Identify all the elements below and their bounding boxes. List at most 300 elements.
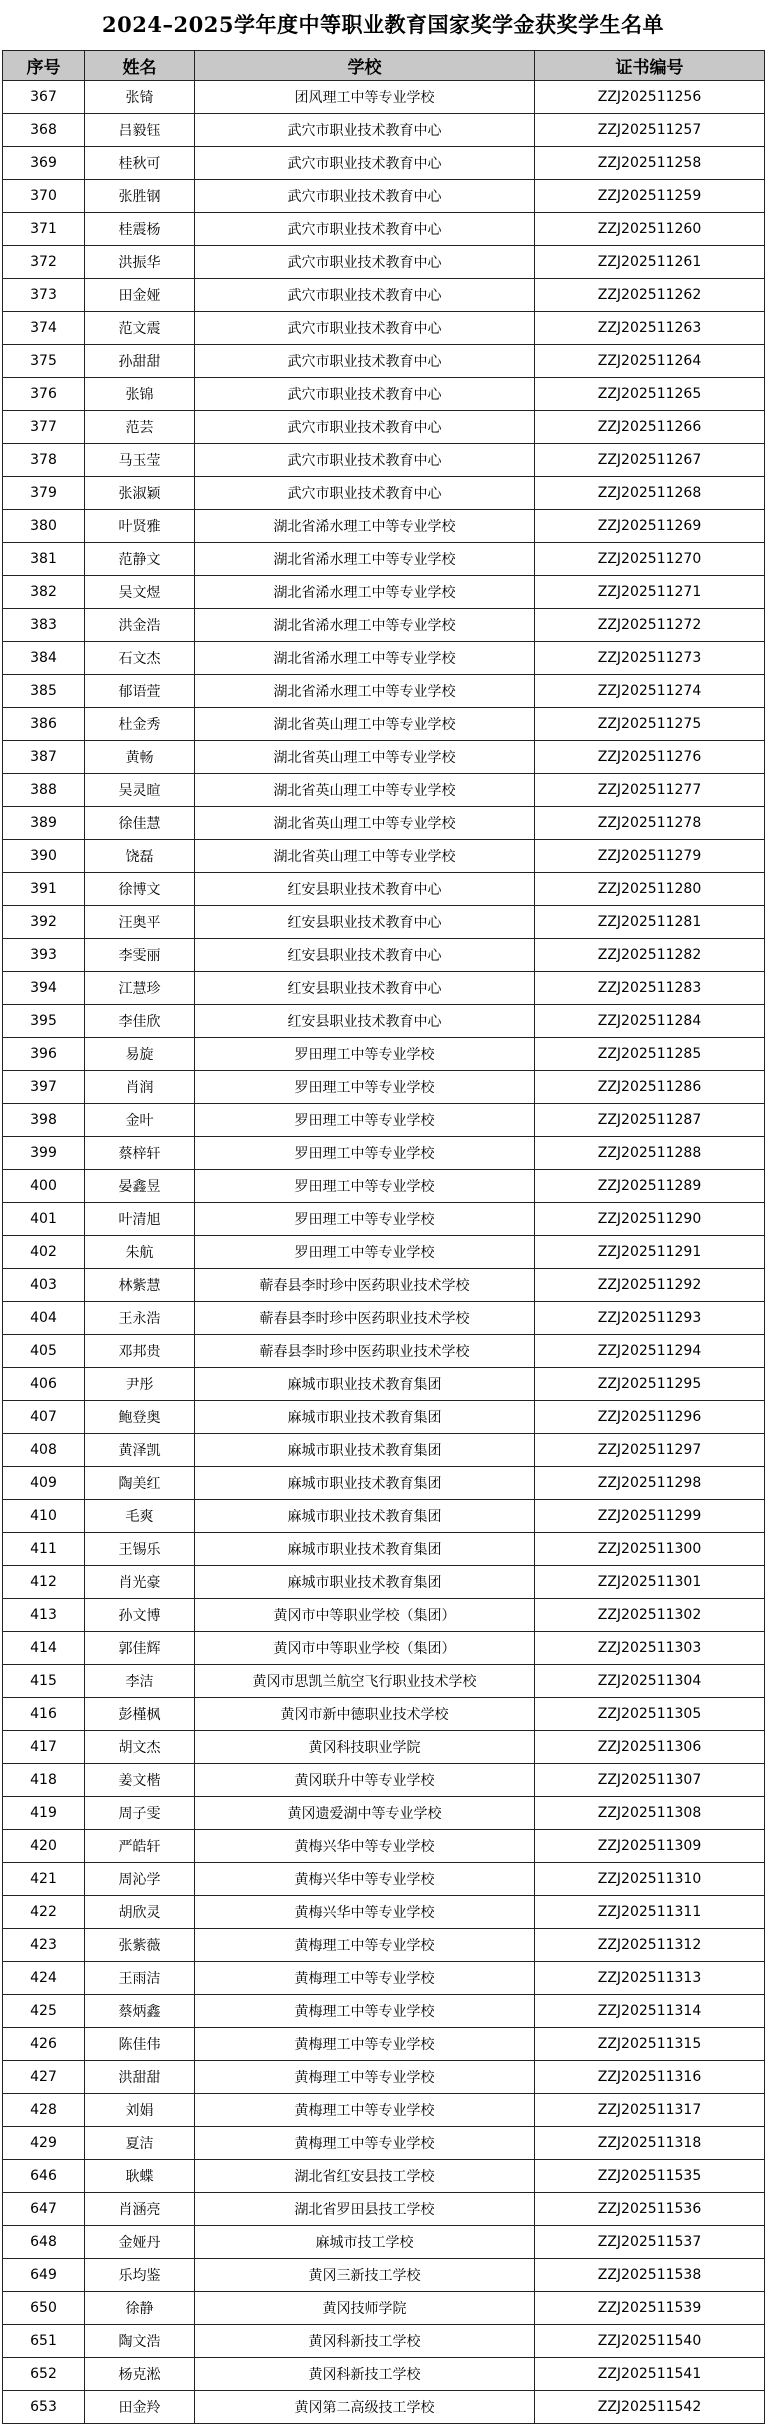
cell-name: 李洁	[85, 1665, 195, 1698]
cell-name: 李佳欣	[85, 1005, 195, 1038]
cell-name: 黄泽凯	[85, 1434, 195, 1467]
cell-serial-number: 394	[3, 972, 85, 1005]
table-row	[3, 1500, 765, 1533]
cell-name: 彭槿枫	[85, 1698, 195, 1731]
cell-name: 朱航	[85, 1236, 195, 1269]
cell-certificate-number: ZZJ202511317	[535, 2094, 765, 2127]
cell-school: 麻城市职业技术教育集团	[195, 1500, 535, 1533]
cell-school: 湖北省英山理工中等专业学校	[195, 741, 535, 774]
table-row	[3, 1038, 765, 1071]
cell-school: 湖北省罗田县技工学校	[195, 2193, 535, 2226]
cell-certificate-number: ZZJ202511315	[535, 2028, 765, 2061]
table-row	[3, 609, 765, 642]
cell-name: 田金娅	[85, 279, 195, 312]
cell-serial-number: 647	[3, 2193, 85, 2226]
cell-name: 肖润	[85, 1071, 195, 1104]
cell-certificate-number: ZZJ202511540	[535, 2325, 765, 2358]
cell-name: 杜金秀	[85, 708, 195, 741]
table-row	[3, 807, 765, 840]
cell-certificate-number: ZZJ202511278	[535, 807, 765, 840]
cell-school: 罗田理工中等专业学校	[195, 1137, 535, 1170]
cell-name: 郁语萱	[85, 675, 195, 708]
cell-school: 湖北省浠水理工中等专业学校	[195, 642, 535, 675]
cell-school: 黄冈科新技工学校	[195, 2358, 535, 2391]
table-row	[3, 2094, 765, 2127]
cell-serial-number: 417	[3, 1731, 85, 1764]
cell-name: 陶美红	[85, 1467, 195, 1500]
cell-serial-number: 422	[3, 1896, 85, 1929]
cell-certificate-number: ZZJ202511309	[535, 1830, 765, 1863]
cell-serial-number: 379	[3, 477, 85, 510]
cell-name: 陶文浩	[85, 2325, 195, 2358]
cell-name: 张紫薇	[85, 1929, 195, 1962]
cell-certificate-number: ZZJ202511316	[535, 2061, 765, 2094]
table-row	[3, 411, 765, 444]
cell-serial-number: 397	[3, 1071, 85, 1104]
table-row	[3, 873, 765, 906]
cell-name: 林紫慧	[85, 1269, 195, 1302]
cell-school: 红安县职业技术教育中心	[195, 972, 535, 1005]
cell-certificate-number: ZZJ202511258	[535, 147, 765, 180]
table-row	[3, 1665, 765, 1698]
cell-certificate-number: ZZJ202511286	[535, 1071, 765, 1104]
table-row	[3, 477, 765, 510]
cell-serial-number: 427	[3, 2061, 85, 2094]
cell-name: 夏洁	[85, 2127, 195, 2160]
cell-school: 红安县职业技术教育中心	[195, 906, 535, 939]
cell-certificate-number: ZZJ202511536	[535, 2193, 765, 2226]
cell-name: 耿蝶	[85, 2160, 195, 2193]
cell-school: 黄梅理工中等专业学校	[195, 2094, 535, 2127]
cell-serial-number: 423	[3, 1929, 85, 1962]
cell-school: 黄梅兴华中等专业学校	[195, 1863, 535, 1896]
cell-name: 张胜钢	[85, 180, 195, 213]
cell-serial-number: 418	[3, 1764, 85, 1797]
cell-serial-number: 380	[3, 510, 85, 543]
table-row	[3, 642, 765, 675]
cell-name: 王锡乐	[85, 1533, 195, 1566]
table-header	[3, 51, 765, 81]
cell-serial-number: 405	[3, 1335, 85, 1368]
cell-name: 王雨洁	[85, 1962, 195, 1995]
table-row	[3, 180, 765, 213]
cell-certificate-number: ZZJ202511265	[535, 378, 765, 411]
cell-school: 武穴市职业技术教育中心	[195, 378, 535, 411]
table-row	[3, 1764, 765, 1797]
cell-name: 洪甜甜	[85, 2061, 195, 2094]
cell-serial-number: 402	[3, 1236, 85, 1269]
cell-name: 乐均鉴	[85, 2259, 195, 2292]
cell-name: 李雯丽	[85, 939, 195, 972]
cell-school: 罗田理工中等专业学校	[195, 1071, 535, 1104]
table-row	[3, 906, 765, 939]
cell-school: 麻城市职业技术教育集团	[195, 1566, 535, 1599]
cell-serial-number: 409	[3, 1467, 85, 1500]
cell-certificate-number: ZZJ202511280	[535, 873, 765, 906]
cell-name: 蔡炳鑫	[85, 1995, 195, 2028]
table-row	[3, 1698, 765, 1731]
cell-name: 刘娟	[85, 2094, 195, 2127]
cell-name: 易旋	[85, 1038, 195, 1071]
table-row	[3, 2292, 765, 2325]
table-row	[3, 1170, 765, 1203]
table-row	[3, 1995, 765, 2028]
cell-school: 蕲春县李时珍中医药职业技术学校	[195, 1335, 535, 1368]
cell-school: 武穴市职业技术教育中心	[195, 114, 535, 147]
table-row	[3, 2259, 765, 2292]
cell-serial-number: 649	[3, 2259, 85, 2292]
cell-name: 鲍登奥	[85, 1401, 195, 1434]
cell-certificate-number: ZZJ202511267	[535, 444, 765, 477]
cell-certificate-number: ZZJ202511304	[535, 1665, 765, 1698]
cell-name: 范文震	[85, 312, 195, 345]
cell-serial-number: 429	[3, 2127, 85, 2160]
cell-school: 湖北省浠水理工中等专业学校	[195, 576, 535, 609]
cell-school: 湖北省英山理工中等专业学校	[195, 840, 535, 873]
table-row	[3, 279, 765, 312]
table-row	[3, 2061, 765, 2094]
cell-name: 吴文煜	[85, 576, 195, 609]
cell-serial-number: 385	[3, 675, 85, 708]
cell-name: 金娅丹	[85, 2226, 195, 2259]
cell-name: 田金羚	[85, 2391, 195, 2424]
cell-certificate-number: ZZJ202511270	[535, 543, 765, 576]
cell-school: 湖北省英山理工中等专业学校	[195, 708, 535, 741]
table-row	[3, 1137, 765, 1170]
header-school: 学校	[195, 51, 535, 81]
cell-certificate-number: ZZJ202511537	[535, 2226, 765, 2259]
cell-school: 黄梅兴华中等专业学校	[195, 1896, 535, 1929]
table-row	[3, 114, 765, 147]
cell-certificate-number: ZZJ202511269	[535, 510, 765, 543]
cell-name: 吕毅钰	[85, 114, 195, 147]
cell-serial-number: 652	[3, 2358, 85, 2391]
cell-school: 湖北省浠水理工中等专业学校	[195, 609, 535, 642]
table-row	[3, 312, 765, 345]
cell-name: 洪金浩	[85, 609, 195, 642]
cell-name: 叶贤雅	[85, 510, 195, 543]
cell-school: 罗田理工中等专业学校	[195, 1236, 535, 1269]
table-row	[3, 1863, 765, 1896]
cell-certificate-number: ZZJ202511539	[535, 2292, 765, 2325]
cell-certificate-number: ZZJ202511277	[535, 774, 765, 807]
cell-school: 蕲春县李时珍中医药职业技术学校	[195, 1269, 535, 1302]
cell-name: 黄畅	[85, 741, 195, 774]
table-row	[3, 2391, 765, 2424]
cell-serial-number: 420	[3, 1830, 85, 1863]
cell-serial-number: 378	[3, 444, 85, 477]
cell-serial-number: 376	[3, 378, 85, 411]
cell-certificate-number: ZZJ202511288	[535, 1137, 765, 1170]
cell-certificate-number: ZZJ202511292	[535, 1269, 765, 1302]
cell-name: 徐博文	[85, 873, 195, 906]
cell-school: 武穴市职业技术教育中心	[195, 279, 535, 312]
cell-certificate-number: ZZJ202511535	[535, 2160, 765, 2193]
table-row	[3, 1335, 765, 1368]
table-row	[3, 543, 765, 576]
cell-name: 郭佳辉	[85, 1632, 195, 1665]
table-row	[3, 1434, 765, 1467]
cell-name: 洪振华	[85, 246, 195, 279]
cell-school: 麻城市职业技术教育集团	[195, 1434, 535, 1467]
cell-school: 湖北省英山理工中等专业学校	[195, 807, 535, 840]
cell-school: 蕲春县李时珍中医药职业技术学校	[195, 1302, 535, 1335]
cell-school: 黄梅理工中等专业学校	[195, 1962, 535, 1995]
cell-school: 湖北省浠水理工中等专业学校	[195, 675, 535, 708]
table-row	[3, 840, 765, 873]
cell-certificate-number: ZZJ202511294	[535, 1335, 765, 1368]
cell-school: 黄梅理工中等专业学校	[195, 1995, 535, 2028]
cell-serial-number: 383	[3, 609, 85, 642]
cell-certificate-number: ZZJ202511302	[535, 1599, 765, 1632]
table-row	[3, 1368, 765, 1401]
cell-name: 尹彤	[85, 1368, 195, 1401]
cell-certificate-number: ZZJ202511273	[535, 642, 765, 675]
cell-name: 桂秋可	[85, 147, 195, 180]
table-row	[3, 2028, 765, 2061]
cell-certificate-number: ZZJ202511290	[535, 1203, 765, 1236]
cell-serial-number: 398	[3, 1104, 85, 1137]
cell-certificate-number: ZZJ202511298	[535, 1467, 765, 1500]
cell-certificate-number: ZZJ202511257	[535, 114, 765, 147]
cell-name: 肖涵亮	[85, 2193, 195, 2226]
table-row	[3, 939, 765, 972]
cell-school: 武穴市职业技术教育中心	[195, 477, 535, 510]
cell-serial-number: 384	[3, 642, 85, 675]
cell-school: 黄冈联升中等专业学校	[195, 1764, 535, 1797]
cell-certificate-number: ZZJ202511313	[535, 1962, 765, 1995]
table-row	[3, 1962, 765, 1995]
cell-certificate-number: ZZJ202511272	[535, 609, 765, 642]
cell-certificate-number: ZZJ202511282	[535, 939, 765, 972]
table-row	[3, 774, 765, 807]
cell-name: 邓邦贵	[85, 1335, 195, 1368]
cell-name: 蔡梓轩	[85, 1137, 195, 1170]
cell-name: 晏鑫昱	[85, 1170, 195, 1203]
cell-serial-number: 400	[3, 1170, 85, 1203]
cell-certificate-number: ZZJ202511268	[535, 477, 765, 510]
table-row	[3, 1005, 765, 1038]
cell-serial-number: 410	[3, 1500, 85, 1533]
cell-school: 湖北省英山理工中等专业学校	[195, 774, 535, 807]
table-row	[3, 1401, 765, 1434]
cell-certificate-number: ZZJ202511284	[535, 1005, 765, 1038]
cell-serial-number: 416	[3, 1698, 85, 1731]
cell-name: 孙文博	[85, 1599, 195, 1632]
table-row	[3, 2160, 765, 2193]
cell-school: 武穴市职业技术教育中心	[195, 312, 535, 345]
cell-certificate-number: ZZJ202511261	[535, 246, 765, 279]
cell-name: 张锦	[85, 378, 195, 411]
cell-certificate-number: ZZJ202511262	[535, 279, 765, 312]
cell-serial-number: 390	[3, 840, 85, 873]
cell-serial-number: 653	[3, 2391, 85, 2424]
cell-serial-number: 389	[3, 807, 85, 840]
cell-school: 武穴市职业技术教育中心	[195, 180, 535, 213]
cell-serial-number: 404	[3, 1302, 85, 1335]
cell-serial-number: 412	[3, 1566, 85, 1599]
table-row	[3, 213, 765, 246]
cell-serial-number: 411	[3, 1533, 85, 1566]
table-row	[3, 1533, 765, 1566]
cell-name: 徐静	[85, 2292, 195, 2325]
cell-certificate-number: ZZJ202511259	[535, 180, 765, 213]
cell-school: 红安县职业技术教育中心	[195, 873, 535, 906]
cell-school: 黄梅理工中等专业学校	[195, 2028, 535, 2061]
cell-name: 胡欣灵	[85, 1896, 195, 1929]
cell-school: 红安县职业技术教育中心	[195, 939, 535, 972]
cell-certificate-number: ZZJ202511287	[535, 1104, 765, 1137]
cell-name: 汪奥平	[85, 906, 195, 939]
cell-serial-number: 370	[3, 180, 85, 213]
cell-name: 杨克淞	[85, 2358, 195, 2391]
cell-name: 周沁学	[85, 1863, 195, 1896]
cell-certificate-number: ZZJ202511276	[535, 741, 765, 774]
table-row	[3, 1731, 765, 1764]
cell-school: 武穴市职业技术教育中心	[195, 213, 535, 246]
cell-school: 湖北省浠水理工中等专业学校	[195, 543, 535, 576]
header-name: 姓名	[85, 51, 195, 81]
table-row	[3, 444, 765, 477]
cell-school: 黄冈市新中德职业技术学校	[195, 1698, 535, 1731]
cell-serial-number: 407	[3, 1401, 85, 1434]
cell-certificate-number: ZZJ202511266	[535, 411, 765, 444]
cell-serial-number: 414	[3, 1632, 85, 1665]
cell-name: 姜文楷	[85, 1764, 195, 1797]
cell-certificate-number: ZZJ202511281	[535, 906, 765, 939]
table-row	[3, 510, 765, 543]
cell-serial-number: 381	[3, 543, 85, 576]
cell-school: 武穴市职业技术教育中心	[195, 147, 535, 180]
cell-serial-number: 386	[3, 708, 85, 741]
cell-certificate-number: ZZJ202511299	[535, 1500, 765, 1533]
cell-certificate-number: ZZJ202511274	[535, 675, 765, 708]
cell-serial-number: 406	[3, 1368, 85, 1401]
cell-certificate-number: ZZJ202511312	[535, 1929, 765, 1962]
cell-certificate-number: ZZJ202511306	[535, 1731, 765, 1764]
cell-school: 麻城市技工学校	[195, 2226, 535, 2259]
cell-certificate-number: ZZJ202511260	[535, 213, 765, 246]
cell-serial-number: 392	[3, 906, 85, 939]
table-row	[3, 1302, 765, 1335]
cell-certificate-number: ZZJ202511311	[535, 1896, 765, 1929]
table-row	[3, 1896, 765, 1929]
cell-certificate-number: ZZJ202511310	[535, 1863, 765, 1896]
cell-certificate-number: ZZJ202511279	[535, 840, 765, 873]
cell-school: 黄梅理工中等专业学校	[195, 2127, 535, 2160]
cell-serial-number: 371	[3, 213, 85, 246]
cell-school: 黄冈遗爱湖中等专业学校	[195, 1797, 535, 1830]
cell-serial-number: 399	[3, 1137, 85, 1170]
cell-certificate-number: ZZJ202511314	[535, 1995, 765, 2028]
cell-serial-number: 388	[3, 774, 85, 807]
cell-certificate-number: ZZJ202511307	[535, 1764, 765, 1797]
cell-school: 黄冈市中等职业学校（集团）	[195, 1599, 535, 1632]
cell-certificate-number: ZZJ202511256	[535, 81, 765, 114]
cell-school: 黄梅兴华中等专业学校	[195, 1830, 535, 1863]
table-row	[3, 576, 765, 609]
cell-name: 周子雯	[85, 1797, 195, 1830]
table-row	[3, 1830, 765, 1863]
table-row	[3, 2193, 765, 2226]
cell-name: 桂震杨	[85, 213, 195, 246]
cell-serial-number: 377	[3, 411, 85, 444]
cell-school: 武穴市职业技术教育中心	[195, 444, 535, 477]
cell-school: 麻城市职业技术教育集团	[195, 1533, 535, 1566]
cell-serial-number: 428	[3, 2094, 85, 2127]
cell-name: 毛爽	[85, 1500, 195, 1533]
cell-serial-number: 426	[3, 2028, 85, 2061]
table-row	[3, 1236, 765, 1269]
cell-serial-number: 368	[3, 114, 85, 147]
cell-certificate-number: ZZJ202511305	[535, 1698, 765, 1731]
cell-school: 黄冈市中等职业学校（集团）	[195, 1632, 535, 1665]
table-row	[3, 1632, 765, 1665]
cell-serial-number: 403	[3, 1269, 85, 1302]
cell-certificate-number: ZZJ202511303	[535, 1632, 765, 1665]
table-row	[3, 2325, 765, 2358]
cell-serial-number: 413	[3, 1599, 85, 1632]
cell-school: 团风理工中等专业学校	[195, 81, 535, 114]
cell-serial-number: 369	[3, 147, 85, 180]
table-row	[3, 675, 765, 708]
cell-serial-number: 415	[3, 1665, 85, 1698]
award-roster-table	[2, 50, 765, 2424]
document-title: 2024–2025学年度中等职业教育国家奖学金获奖学生名单	[102, 12, 664, 37]
cell-school: 罗田理工中等专业学校	[195, 1170, 535, 1203]
cell-serial-number: 393	[3, 939, 85, 972]
cell-school: 武穴市职业技术教育中心	[195, 411, 535, 444]
cell-name: 马玉莹	[85, 444, 195, 477]
cell-certificate-number: ZZJ202511295	[535, 1368, 765, 1401]
cell-name: 范芸	[85, 411, 195, 444]
cell-school: 黄冈科技职业学院	[195, 1731, 535, 1764]
cell-certificate-number: ZZJ202511297	[535, 1434, 765, 1467]
cell-name: 吴灵暄	[85, 774, 195, 807]
cell-serial-number: 395	[3, 1005, 85, 1038]
cell-school: 湖北省红安县技工学校	[195, 2160, 535, 2193]
cell-school: 罗田理工中等专业学校	[195, 1203, 535, 1236]
cell-name: 张锜	[85, 81, 195, 114]
cell-school: 武穴市职业技术教育中心	[195, 345, 535, 378]
cell-serial-number: 650	[3, 2292, 85, 2325]
table-row	[3, 378, 765, 411]
table-row	[3, 1071, 765, 1104]
table-row	[3, 972, 765, 1005]
table-row	[3, 2226, 765, 2259]
cell-name: 张淑颖	[85, 477, 195, 510]
cell-certificate-number: ZZJ202511308	[535, 1797, 765, 1830]
cell-certificate-number: ZZJ202511285	[535, 1038, 765, 1071]
cell-certificate-number: ZZJ202511291	[535, 1236, 765, 1269]
header-serial-number: 序号	[3, 51, 85, 81]
cell-certificate-number: ZZJ202511271	[535, 576, 765, 609]
cell-serial-number: 387	[3, 741, 85, 774]
table-row	[3, 2358, 765, 2391]
cell-school: 武穴市职业技术教育中心	[195, 246, 535, 279]
cell-serial-number: 367	[3, 81, 85, 114]
table-row	[3, 1269, 765, 1302]
cell-certificate-number: ZZJ202511293	[535, 1302, 765, 1335]
cell-name: 叶清旭	[85, 1203, 195, 1236]
cell-name: 饶磊	[85, 840, 195, 873]
cell-name: 孙甜甜	[85, 345, 195, 378]
table-row	[3, 1929, 765, 1962]
table-row	[3, 1566, 765, 1599]
cell-certificate-number: ZZJ202511283	[535, 972, 765, 1005]
header-row	[3, 51, 765, 81]
cell-school: 黄梅理工中等专业学校	[195, 2061, 535, 2094]
